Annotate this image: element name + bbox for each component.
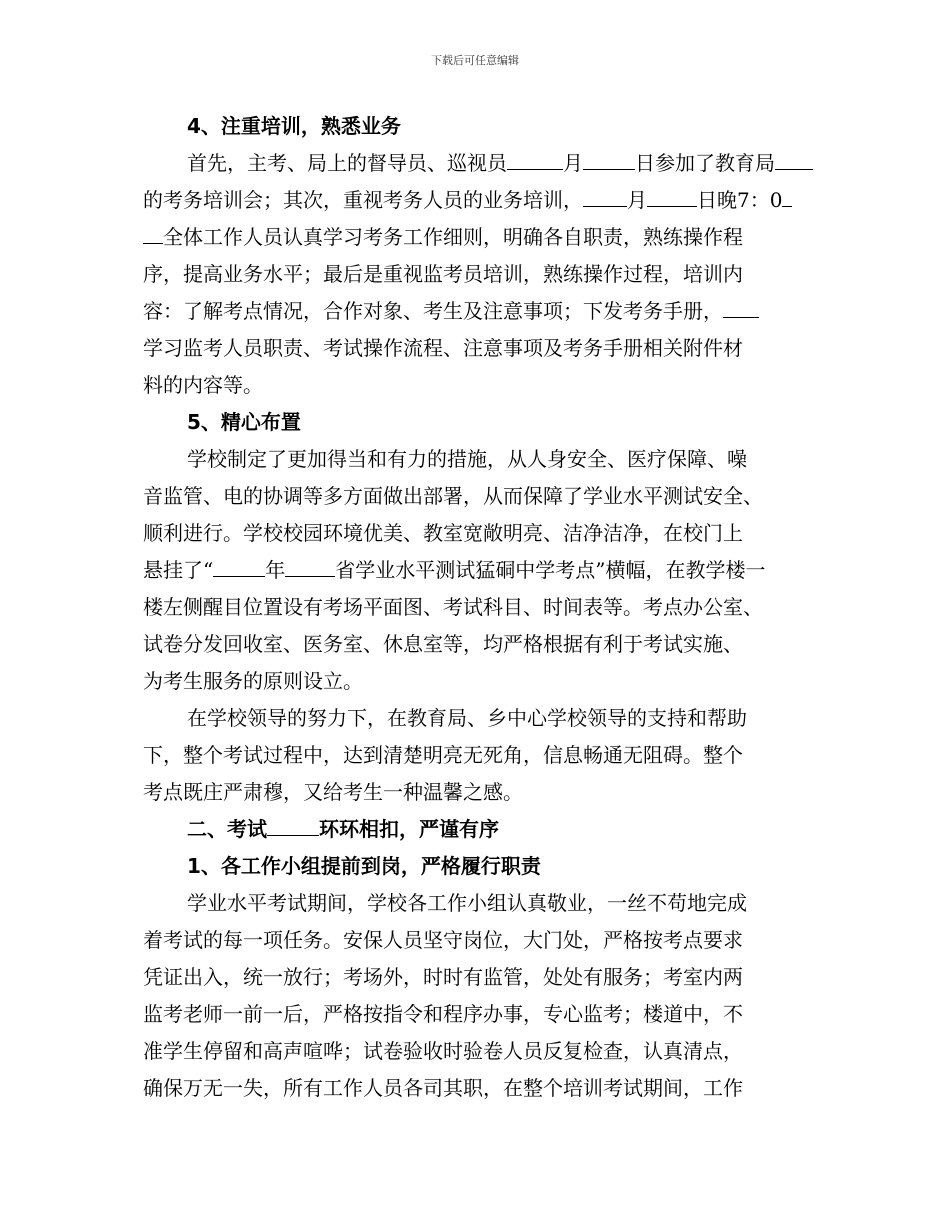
document-body <box>143 108 813 1107</box>
text-segment: 年 <box>265 558 286 582</box>
text-segment: 全体工作人员认真学习考务工作细则，明确各自职责，熟练操作程 <box>163 225 743 249</box>
text-segment: 顺利进行。学校校园环境优美、教室宽敞明亮、洁净洁净，在校门上 <box>143 521 743 545</box>
paragraph-line <box>143 1033 813 1070</box>
section-heading-line <box>143 404 813 441</box>
text-segment: 下，整个考试过程中，达到清楚明亮无死角，信息畅通无阻碍。整个 <box>143 743 743 767</box>
text-segment: 悬挂了“ <box>143 558 214 582</box>
text-segment: 日晚7：0 <box>697 188 783 212</box>
fill-in-blank <box>583 187 627 207</box>
paragraph-line <box>143 737 813 774</box>
text-segment: 学业水平考试期间，学校各工作小组认真敬业，一丝不苟地完成 <box>187 891 747 915</box>
text-segment: 学校制定了更加得当和有力的措施，从人身安全、医疗保障、噪 <box>187 447 747 471</box>
text-segment: 首先，主考、局上的督导员、巡视员 <box>187 151 507 175</box>
paragraph-line <box>143 219 813 256</box>
section-heading-line <box>143 108 813 145</box>
text-segment: 考点既庄严肃穆，又给考生一种温馨之感。 <box>143 780 523 804</box>
paragraph-line <box>143 589 813 626</box>
text-segment: 5、精心布置 <box>187 410 301 434</box>
paragraph-line <box>143 885 813 922</box>
fill-in-blank <box>583 150 635 170</box>
text-segment: 凭证出入，统一放行；考场外，时时有监管，处处有服务；考室内两 <box>143 965 743 989</box>
paragraph-line <box>143 367 813 404</box>
text-segment: 1、各工作小组提前到岗，严格履行职责 <box>187 854 541 878</box>
paragraph-line <box>143 256 813 293</box>
page-header: 下载后可任意编辑 <box>431 54 519 67</box>
text-segment: 料的内容等。 <box>143 373 263 397</box>
paragraph-line <box>143 478 813 515</box>
fill-in-blank <box>507 150 563 170</box>
fill-in-blank <box>775 150 813 170</box>
fill-in-blank <box>647 187 697 207</box>
text-segment: 省学业水平测试猛硐中学考点”横幅，在教学楼一 <box>335 558 766 582</box>
paragraph-line <box>143 996 813 1033</box>
text-segment: 二、考试 <box>187 817 267 841</box>
section-heading-line <box>143 848 813 885</box>
paragraph-line <box>143 441 813 478</box>
text-segment: 的考务培训会；其次，重视考务人员的业务培训， <box>143 188 583 212</box>
paragraph-line <box>143 182 813 219</box>
text-segment: 监考老师一前一后，严格按指令和程序办事，专心监考；楼道中，不 <box>143 1002 743 1026</box>
fill-in-blank <box>723 298 759 318</box>
paragraph-line <box>143 922 813 959</box>
text-segment: 准学生停留和高声喧哗；试卷验收时验卷人员反复检查，认真清点， <box>143 1039 743 1063</box>
text-segment: 楼左侧醒目位置设有考场平面图、考试科目、时间表等。考点办公室、 <box>143 595 763 619</box>
text-segment: 在学校领导的努力下，在教育局、乡中心学校领导的支持和帮助 <box>187 706 747 730</box>
text-segment: 容：了解考点情况，合作对象、考生及注意事项；下发考务手册， <box>143 299 723 323</box>
fill-in-blank <box>267 816 319 836</box>
text-segment: 月 <box>627 188 647 212</box>
paragraph-line <box>143 774 813 811</box>
text-segment: 确保万无一失，所有工作人员各司其职，在整个培训考试期间，工作 <box>143 1076 743 1100</box>
paragraph-line <box>143 663 813 700</box>
paragraph-line <box>143 1070 813 1107</box>
text-segment: 学习监考人员职责、考试操作流程、注意事项及考务手册相关附件材 <box>143 336 743 360</box>
fill-in-blank <box>213 557 265 577</box>
text-segment: 日参加了教育局 <box>635 151 775 175</box>
text-segment: 试卷分发回收室、医务室、休息室等，均严格根据有利于考试实施、 <box>143 632 743 656</box>
paragraph-line <box>143 515 813 552</box>
fill-in-blank <box>143 224 163 244</box>
paragraph-line <box>143 330 813 367</box>
text-segment: 为考生服务的原则设立。 <box>143 669 363 693</box>
text-segment: 4、注重培训，熟悉业务 <box>187 114 401 138</box>
text-segment: 着考试的每一项任务。安保人员坚守岗位，大门处，严格按考点要求 <box>143 928 743 952</box>
paragraph-line <box>143 700 813 737</box>
section-heading-line <box>143 811 813 848</box>
text-segment: 月 <box>563 151 583 175</box>
paragraph-line <box>143 959 813 996</box>
paragraph-line <box>143 552 813 589</box>
text-segment: 序，提高业务水平；最后是重视监考员培训，熟练操作过程，培训内 <box>143 262 743 286</box>
paragraph-line <box>143 145 813 182</box>
text-segment: 环环相扣，严谨有序 <box>319 817 499 841</box>
paragraph-line <box>143 626 813 663</box>
text-segment: 音监管、电的协调等多方面做出部署，从而保障了学业水平测试安全、 <box>143 484 763 508</box>
fill-in-blank <box>782 187 792 207</box>
paragraph-line <box>143 293 813 330</box>
fill-in-blank <box>285 557 335 577</box>
